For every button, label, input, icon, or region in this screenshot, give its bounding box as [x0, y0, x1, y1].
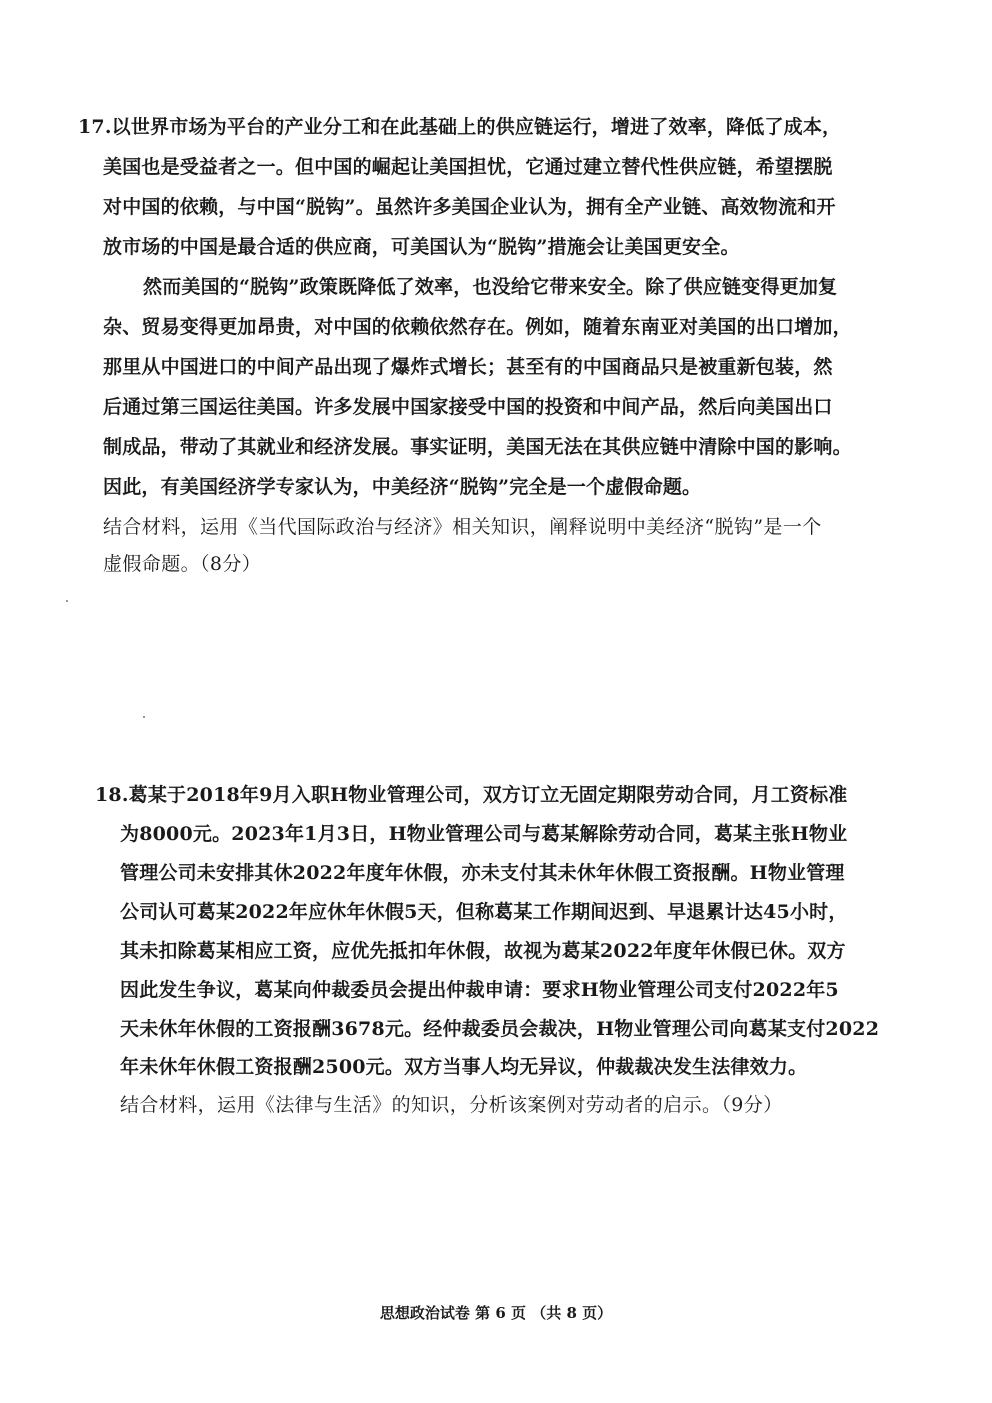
- q17-line-8: 后通过第三国运往美国。许多发展中国家接受中国的投资和中间产品，然后向美国出口: [103, 396, 833, 418]
- q17-line-7: 那里从中国进口的中间产品出现了爆炸式增长；甚至有的中国商品只是被重新包装，然: [103, 356, 833, 378]
- scan-speck: [143, 716, 145, 718]
- q18-line-3: 管理公司未安排其休2022年度年休假，亦未支付其未休年休假工资报酬。H物业管理: [120, 862, 845, 884]
- q18-line-5: 其未扣除葛某相应工资，应优先抵扣年休假，故视为葛某2022年度年休假已休。双方: [120, 940, 846, 962]
- q17-line-6: 杂、贸易变得更加昂贵，对中国的依赖依然存在。例如，随着东南亚对美国的出口增加，: [103, 316, 852, 338]
- scan-speck: [66, 600, 68, 602]
- q17-line-5: 然而美国的“脱钩”政策既降低了效率，也没给它带来安全。除了供应链变得更加复: [143, 276, 838, 298]
- q17-prompt-line-2: 虚假命题。（8分）: [103, 553, 262, 575]
- q18-line-6: 因此发生争议，葛某向仲裁委员会提出仲裁申请：要求H物业管理公司支付2022年5: [120, 979, 839, 1001]
- page-footer: 思想政治试卷 第 6 页 （共 8 页）: [379, 1304, 613, 1322]
- q17-line-3: 对中国的依赖，与中国“脱钩”。虽然许多美国企业认为，拥有全产业链、高效物流和开: [103, 196, 836, 218]
- q18-line-8: 年未休年休假工资报酬2500元。双方当事人均无异议，仲裁裁决发生法律效力。: [120, 1056, 808, 1078]
- q18-line-2: 为8000元。2023年1月3日，H物业管理公司与葛某解除劳动合同，葛某主张H物业: [120, 823, 848, 845]
- q17-line-1: 17.以世界市场为平台的产业分工和在此基础上的供应链运行，增进了效率，降低了成本，: [78, 116, 842, 138]
- q18-line-4: 公司认可葛某2022年应休年休假5天，但称葛某工作期间迟到、早退累计达45小时，: [120, 901, 848, 923]
- q17-line-9: 制成品，带动了其就业和经济发展。事实证明，美国无法在其供应链中清除中国的影响。: [103, 436, 852, 458]
- q17-line-4: 放市场的中国是最合适的供应商，可美国认为“脱钩”措施会让美国更安全。: [103, 236, 740, 258]
- q18-line-7: 天未休年休假的工资报酬3678元。经仲裁委员会裁决，H物业管理公司向葛某支付2022: [120, 1018, 880, 1040]
- q18-prompt-line-1: 结合材料，运用《法律与生活》的知识，分析该案例对劳动者的启示。（9分）: [120, 1094, 783, 1116]
- q17-line-2: 美国也是受益者之一。但中国的崛起让美国担忧，它通过建立替代性供应链，希望摆脱: [103, 156, 833, 178]
- q18-line-1: 18.葛某于2018年9月入职H物业管理公司，双方订立无固定期限劳动合同，月工资标准: [95, 784, 848, 806]
- q17-prompt-line-1: 结合材料，运用《当代国际政治与经济》相关知识，阐释说明中美经济“脱钩”是一个: [103, 516, 822, 538]
- q17-line-10: 因此，有美国经济学专家认为，中美经济“脱钩”完全是一个虚假命题。: [103, 476, 702, 498]
